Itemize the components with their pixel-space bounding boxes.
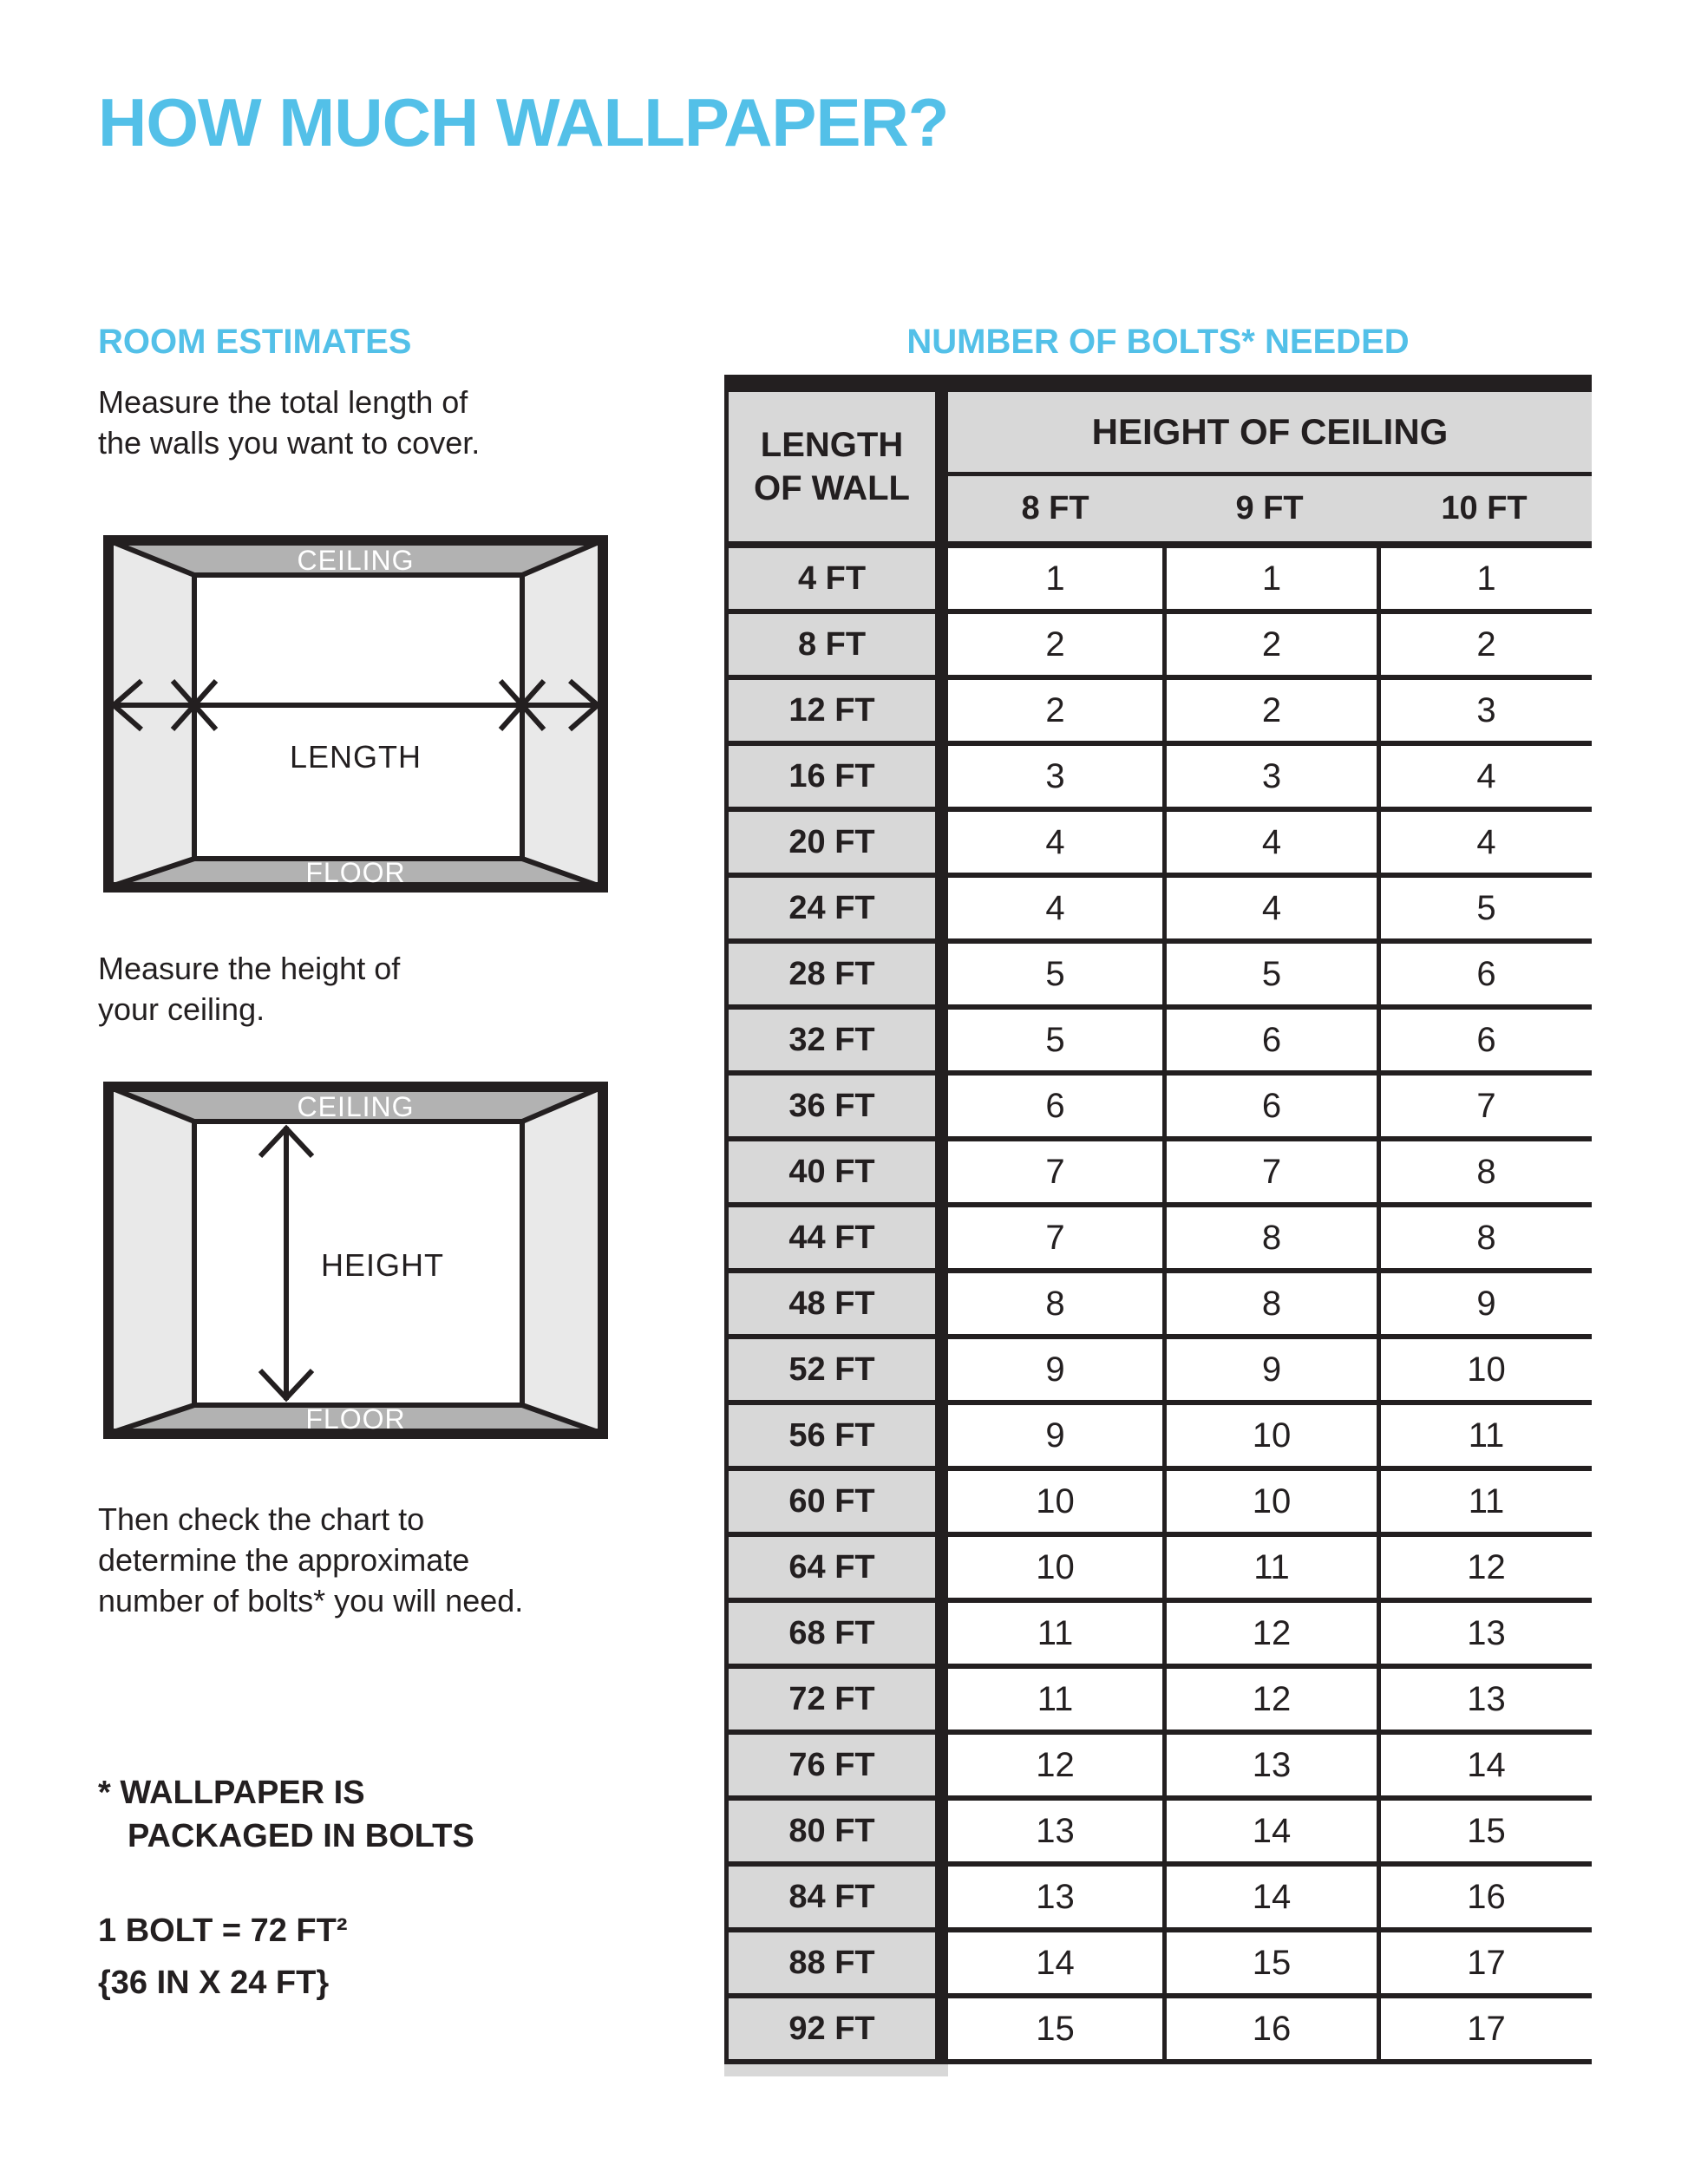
- bolt-dimensions: {36 IN X 24 FT}: [98, 1965, 330, 2001]
- wall-length-cell: 56 FT: [724, 1405, 948, 1471]
- bolt-count-cell: 13: [948, 1801, 1162, 1867]
- bolt-count-cell: 2: [1162, 680, 1377, 746]
- bolt-count-cell: 8: [1377, 1141, 1592, 1207]
- room-height-diagram: [100, 1078, 612, 1442]
- height-label: HEIGHT: [321, 1247, 445, 1283]
- bolt-count-cell: 10: [1162, 1471, 1377, 1537]
- length-label: LENGTH: [289, 739, 422, 775]
- table-row: [724, 1998, 1592, 2064]
- bolt-count-cell: 12: [948, 1735, 1162, 1801]
- bolt-count-cell: 10: [948, 1471, 1162, 1537]
- table-row: [724, 1801, 1592, 1867]
- page-title: HOW MUCH WALLPAPER?: [98, 84, 949, 160]
- bolt-count-cell: 2: [948, 680, 1162, 746]
- wall-length-cell: 92 FT: [724, 1998, 948, 2064]
- footnote-line: * WALLPAPER IS: [98, 1775, 365, 1811]
- bolt-count-cell: 11: [948, 1669, 1162, 1735]
- bolt-count-cell: 14: [1377, 1735, 1592, 1801]
- bolt-count-cell: 13: [1162, 1735, 1377, 1801]
- bolt-count-cell: 4: [1162, 812, 1377, 878]
- bolt-count-cell: 12: [1162, 1669, 1377, 1735]
- table-row: [724, 1339, 1592, 1405]
- bolt-count-cell: 17: [1377, 1998, 1592, 2064]
- bolt-count-cell: 5: [948, 1010, 1162, 1076]
- table-row: [724, 548, 1592, 614]
- bolt-count-cell: 3: [1162, 746, 1377, 812]
- table-row: [724, 1076, 1592, 1141]
- bolt-count-cell: 4: [948, 878, 1162, 944]
- bolt-count-cell: 16: [1377, 1867, 1592, 1932]
- table-row: [724, 680, 1592, 746]
- header-body-divider: [724, 541, 1592, 548]
- bolt-count-cell: 9: [1162, 1339, 1377, 1405]
- ceiling-label: CEILING: [297, 1091, 415, 1122]
- bolt-count-cell: 13: [948, 1867, 1162, 1932]
- paragraph-line: Measure the height of: [98, 951, 401, 986]
- header-line: OF WALL: [754, 469, 910, 507]
- bolt-count-cell: 14: [1162, 1801, 1377, 1867]
- floor-label: FLOOR: [305, 1403, 406, 1435]
- measure-length-paragraph: [98, 382, 480, 463]
- measure-height-paragraph: [98, 948, 400, 1030]
- table-row: [724, 614, 1592, 680]
- table-row: [724, 944, 1592, 1010]
- bolt-count-cell: 3: [1377, 680, 1592, 746]
- check-chart-paragraph: [98, 1499, 523, 1621]
- bolt-count-cell: 10: [1377, 1339, 1592, 1405]
- bolt-count-cell: 12: [1162, 1603, 1377, 1669]
- wall-length-cell: 4 FT: [724, 548, 948, 614]
- room-length-diagram: [100, 532, 612, 896]
- bolt-count-cell: 5: [1377, 878, 1592, 944]
- paragraph-line: your ceiling.: [98, 991, 265, 1027]
- table-top-bar: [724, 375, 1592, 392]
- wall-length-cell: 28 FT: [724, 944, 948, 1010]
- bolt-count-cell: 6: [1377, 944, 1592, 1010]
- table-row: [724, 812, 1592, 878]
- bolt-count-cell: 4: [1377, 812, 1592, 878]
- bolt-count-cell: 1: [948, 548, 1162, 614]
- bolt-count-cell: 11: [1377, 1471, 1592, 1537]
- paragraph-line: the walls you want to cover.: [98, 425, 481, 461]
- bolt-count-cell: 13: [1377, 1669, 1592, 1735]
- bolt-count-cell: 6: [1162, 1010, 1377, 1076]
- wall-length-cell: 76 FT: [724, 1735, 948, 1801]
- bolt-count-cell: 2: [948, 614, 1162, 680]
- wall-length-cell: 40 FT: [724, 1141, 948, 1207]
- table-row: [724, 1471, 1592, 1537]
- bolt-count-cell: 8: [948, 1273, 1162, 1339]
- back-wall: [194, 575, 522, 859]
- wall-length-cell: 24 FT: [724, 878, 948, 944]
- bolt-count-cell: 8: [1162, 1207, 1377, 1273]
- column-header-10ft: 10 FT: [1377, 476, 1592, 541]
- room-estimates-heading: ROOM ESTIMATES: [98, 323, 412, 361]
- bolt-count-cell: 7: [1162, 1141, 1377, 1207]
- bolt-count-cell: 1: [1162, 548, 1377, 614]
- bolt-count-cell: 9: [948, 1339, 1162, 1405]
- footnote-line: PACKAGED IN BOLTS: [128, 1818, 474, 1854]
- table-row: [724, 746, 1592, 812]
- wall-length-cell: 60 FT: [724, 1471, 948, 1537]
- header-line: LENGTH: [760, 426, 904, 464]
- bolt-count-cell: 7: [948, 1207, 1162, 1273]
- bolt-count-cell: 11: [1162, 1537, 1377, 1603]
- wall-length-cell: 32 FT: [724, 1010, 948, 1076]
- length-of-wall-header: [724, 392, 948, 541]
- bolt-count-cell: 10: [948, 1537, 1162, 1603]
- bolt-count-cell: 1: [1377, 548, 1592, 614]
- paragraph-line: Measure the total length of: [98, 384, 468, 420]
- bolt-count-cell: 7: [1377, 1076, 1592, 1141]
- table-row: [724, 1010, 1592, 1076]
- column-header-8ft: 8 FT: [948, 476, 1162, 541]
- paragraph-line: number of bolts* you will need.: [98, 1583, 524, 1618]
- table-row: [724, 1669, 1592, 1735]
- wall-length-cell: 44 FT: [724, 1207, 948, 1273]
- bolt-count-cell: 14: [1162, 1867, 1377, 1932]
- wall-length-cell: 64 FT: [724, 1537, 948, 1603]
- column-header-9ft: 9 FT: [1162, 476, 1377, 541]
- table-row: [724, 1932, 1592, 1998]
- bolt-count-cell: 4: [1162, 878, 1377, 944]
- bolt-count-cell: 6: [948, 1076, 1162, 1141]
- floor-label: FLOOR: [305, 857, 406, 888]
- table-header: [724, 392, 1592, 541]
- bolt-count-cell: 11: [948, 1603, 1162, 1669]
- bolt-count-cell: 10: [1162, 1405, 1377, 1471]
- bolts-needed-heading: NUMBER OF BOLTS* NEEDED: [906, 323, 1410, 361]
- bolt-count-cell: 3: [948, 746, 1162, 812]
- bolt-count-cell: 15: [1377, 1801, 1592, 1867]
- bolt-table-body: [724, 548, 1592, 2064]
- wall-length-cell: 8 FT: [724, 614, 948, 680]
- bolt-count-cell: 8: [1377, 1207, 1592, 1273]
- wall-length-cell: 20 FT: [724, 812, 948, 878]
- wall-length-cell: 48 FT: [724, 1273, 948, 1339]
- left-wall-surface: [108, 1087, 194, 1434]
- wall-length-cell: 88 FT: [724, 1932, 948, 1998]
- wall-length-cell: 52 FT: [724, 1339, 948, 1405]
- bolt-count-cell: 6: [1162, 1076, 1377, 1141]
- bolt-count-cell: 4: [948, 812, 1162, 878]
- wall-length-cell: 36 FT: [724, 1076, 948, 1141]
- bolt-count-cell: 7: [948, 1141, 1162, 1207]
- table-row: [724, 1735, 1592, 1801]
- paragraph-line: determine the approximate: [98, 1542, 470, 1578]
- table-row: [724, 1405, 1592, 1471]
- paragraph-line: Then check the chart to: [98, 1501, 425, 1537]
- ceiling-label: CEILING: [297, 545, 415, 576]
- bolt-count-cell: 6: [1377, 1010, 1592, 1076]
- bolt-count-cell: 2: [1162, 614, 1377, 680]
- bolt-count-cell: 5: [1162, 944, 1377, 1010]
- table-row: [724, 878, 1592, 944]
- wall-length-cell: 68 FT: [724, 1603, 948, 1669]
- wall-length-cell: 72 FT: [724, 1669, 948, 1735]
- table-row: [724, 1273, 1592, 1339]
- table-row: [724, 1867, 1592, 1932]
- bolt-count-cell: 11: [1377, 1405, 1592, 1471]
- table-row: [724, 1141, 1592, 1207]
- bolts-needed-table: [724, 375, 1592, 2064]
- bolt-count-cell: 14: [948, 1932, 1162, 1998]
- bolt-count-cell: 13: [1377, 1603, 1592, 1669]
- right-wall-surface: [522, 1087, 603, 1434]
- wall-length-cell: 16 FT: [724, 746, 948, 812]
- bolt-count-cell: 15: [948, 1998, 1162, 2064]
- wall-length-cell: 12 FT: [724, 680, 948, 746]
- bolt-equation: 1 BOLT = 72 FT²: [98, 1913, 348, 1949]
- bolt-count-cell: 17: [1377, 1932, 1592, 1998]
- table-row: [724, 1603, 1592, 1669]
- bolt-count-cell: 12: [1377, 1537, 1592, 1603]
- bolt-count-cell: 5: [948, 944, 1162, 1010]
- bolt-count-cell: 4: [1377, 746, 1592, 812]
- wall-length-cell: 84 FT: [724, 1867, 948, 1932]
- bolt-count-cell: 16: [1162, 1998, 1377, 2064]
- bolt-count-cell: 15: [1162, 1932, 1377, 1998]
- bolt-count-cell: 2: [1377, 614, 1592, 680]
- table-row: [724, 1537, 1592, 1603]
- bolt-count-cell: 9: [1377, 1273, 1592, 1339]
- bolt-count-cell: 9: [948, 1405, 1162, 1471]
- table-row: [724, 1207, 1592, 1273]
- wall-length-cell: 80 FT: [724, 1801, 948, 1867]
- table-footer-strip: [724, 2064, 948, 2076]
- bolt-size-info: [98, 1905, 348, 2009]
- bolt-count-cell: 8: [1162, 1273, 1377, 1339]
- height-of-ceiling-header: HEIGHT OF CEILING: [948, 392, 1592, 476]
- wallpaper-bolts-footnote: [98, 1771, 474, 1858]
